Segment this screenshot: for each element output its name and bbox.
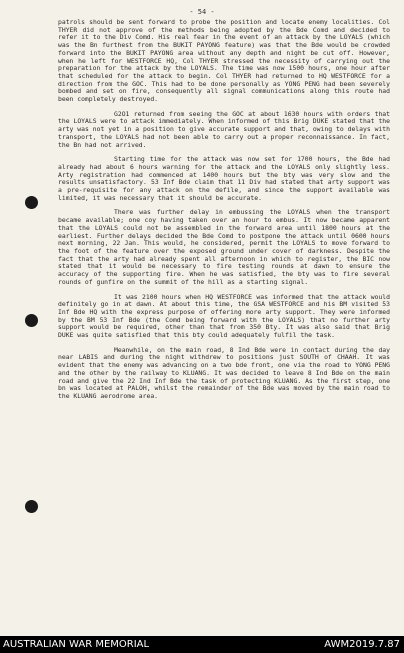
archive-reference: AWM2019.7.87 — [324, 639, 400, 650]
punch-hole — [25, 314, 38, 327]
page-number: - 54 - — [189, 8, 215, 16]
paragraph: Starting time for the attack was now set for 1700 hours, the Bde had already had about 6 hours warning for the attack and the LOYALS only slightly less. Arty registration had commenced at 1400 hours but the bty was very slow and the results unsatisfactory. 53 Inf Bde claim that 11 Div had stated that arty support was a pre-requisite for any attack on the defile, and since the support available was limited, it was necessary that it should be accurate. — [58, 155, 390, 202]
paragraph: It was 2100 hours when HQ WESTFORCE was informed that the attack would definitely go in at dawn. At about this time, the GSA WESTFORCE and his BM visited 53 Inf Bde HQ with the express purpose of offering more arty support. They were informed by the BM 53 Inf Bde (the Comd being forward with the LOYALS) that no further arty support would be required, other than that from 350 Bty. It was also said that Brig DUKE was quite satisfied that this bty could adequately fulfil the task. — [58, 292, 390, 340]
archive-footer — [0, 636, 404, 653]
paragraph: G2O1 returned from seeing the GOC at about 1630 hours with orders that the LOYALS were to attack immediately. When informed of this Brig DUKE stated that the arty was not yet in a position to give accurate support and that, owing to delays with transport, the LOYALS had not been able to carry out a proper reconnaissance. In fact, the Bn had not arrived. — [58, 109, 390, 149]
archive-name: AUSTRALIAN WAR MEMORIAL — [3, 639, 150, 650]
punch-hole — [25, 196, 38, 209]
paragraph: patrols should be sent forward to probe the position and locate enemy localities. Col THYER did not approve of the methods being adopted by the Bde Comd and decided to refer it to the Div Comd. His real fear in the event of an attack by the LOYALS (which was the Bn furthest from the BUKIT PAYONG feature) was that the Bde would be crowded forward into the BUKIT PAYONG area without any depth and night be cut off. However, when he left for WESTFORCE HQ, Col THYER stressed the necessity of carrying out the preparation for the attack by the LOYALS. The time was now 1500 hours, one hour after that scheduled for the attack to begin. Col THYER had returned to HQ WESTFORCE for a direction from the GOC. This had to be done personally as YONG PENG had been severely bombed and set on fire, consequently all signal communications along this route had been completely destroyed. — [58, 18, 390, 104]
document-body — [58, 19, 390, 408]
paragraph: There was further delay in embussing the LOYALS when the transport became available; one coy having taken over an hour to embus. It now became apparent that the LOYALS could not be assembled in the forward area until 1800 hours at the earliest. Further delays decided the Bde Comd to postpone the attack until 0600 hours next morning, 22 Jan. This would, he considered, permit the LOYALS to move forward to the foot of the feature over the exposed ground under cover of darkness. Despite the fact that the arty had already spent all afternoon in which to register, the BIC now stated that it would be necessary to fire testing rounds at dawn to ensure the accuracy of the supporting fire. When he was satisfied, the bty was to fire several rounds of gunfire on the summit of the hill as a starting signal. — [58, 208, 390, 286]
paragraph: Meanwhile, on the main road, 8 Ind Bde were in contact during the day near LABIS and during the night withdrew to positions just SOUTH of CHAAH. It was evident that the enemy was advancing on a two bde front, one via the road to YONG PENG and the other by the railway to KLUANG. It was decided to leave 8 Ind Bde on the main road and give the 22 Ind Inf Bde the task of protecting KLUANG. As the first step, one bn was located at PALOH, whilst the remainder of the Bde was moved by the main road to the KLUANG aerodrome area. — [58, 345, 390, 400]
punch-hole — [25, 500, 38, 513]
